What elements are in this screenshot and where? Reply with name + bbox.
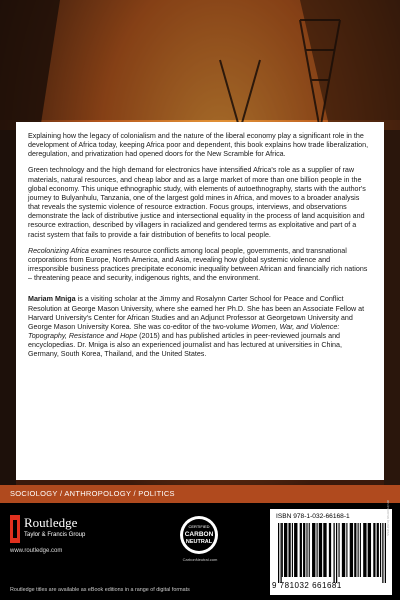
spine-code: an informa business <box>386 500 391 536</box>
ebook-note: Routledge titles are available as eBook editions in a range of digital formats <box>10 587 190 593</box>
publisher-group: Taylor & Francis Group <box>24 532 86 538</box>
description-panel <box>16 122 384 480</box>
routledge-logo-icon <box>10 515 20 543</box>
publisher-url: www.routledge.com <box>10 548 63 554</box>
carbon-line-3: NEUTRAL <box>185 539 213 545</box>
subject-categories: SOCIOLOGY / ANTHROPOLOGY / POLITICS <box>0 485 400 503</box>
publisher-name: Routledge <box>24 515 78 530</box>
bio-text-2: (2015) and has published articles in peer-reviewed journals and encyclopedias. Dr. Mniga is also an experienced journalist and has lectured at universities in China, Germany, South Korea, Thailand, and the United States. <box>28 331 342 359</box>
bio-text-1: is a visiting scholar at the Jimmy and Rosalynn Carter School for Peace and Conflict Resolution at George Mason University, where she earned her Ph.D. She has been an Associate Fellow at Harvard University's Center for African Studies and an Adjunct Professor at Georgetown University and George Mason University Korea. She was co-editor of the two-volume <box>28 295 365 331</box>
description-paragraph-3-text: examines resource conflicts among local people, governments, and transnational corporations from Europe, North America, and Asia, revealing how global systemic violence and irresponsible business practices precipitate economic inequality between African and financially rich nations – threatening peace and security, indigenous rights, and the environment. <box>28 246 368 283</box>
book-title-inline: Recolonizing Africa <box>28 246 89 255</box>
isbn-label: ISBN 978-1-032-66168-1 <box>276 513 350 520</box>
co-edited-book-title: Women, War, and Violence: Topography, Resistance and Hope <box>28 322 340 340</box>
carbon-neutral-url: CarbonNeutral.com <box>182 557 218 562</box>
carbon-line-1: CERTIFIED <box>188 524 210 529</box>
description-paragraph-1: Explaining how the legacy of colonialism and the nature of the liberal economy play a significant role in the development of Africa today, keeping Africa poor and dependent, this book explains how trade liberalization, deregulation, and privatization had opened doors for the New Scramble for Africa. <box>28 132 369 159</box>
publisher-footer <box>0 503 400 600</box>
isbn-barcode-box <box>270 509 392 595</box>
author-name: Mariam Mniga <box>28 295 76 304</box>
author-bio <box>28 295 372 359</box>
description-paragraph-3 <box>28 247 372 284</box>
carbon-neutral-badge-icon <box>178 513 220 557</box>
carbon-line-2: CARBON <box>184 531 214 538</box>
barcode-icon <box>278 523 386 583</box>
isbn-barcode-digits: 9 781032 661681 <box>272 581 342 590</box>
description-paragraph-2: Green technology and the high demand for electronics have intensified Africa's role as a supplier of raw materials, natural resources, and cheap labor and as a large market of more than one billion people in the global economy. This unique ethnographic study, with elements of autoethnography, starts with the author's journey to Bulyanhulu, Tanzania, one of the largest gold mines in Africa, and moves to a broader analysis that reveals the systemic violence of resource extraction. Focus groups, interviews, and observations demonstrate the lack of distributive justice and intersectional equality in the process of land acquisition and resource extraction, described by villagers in racialized and gendered terms as exploitative and part of a racist system that fails to provide a fair distribution of benefits to local people. <box>28 166 366 239</box>
